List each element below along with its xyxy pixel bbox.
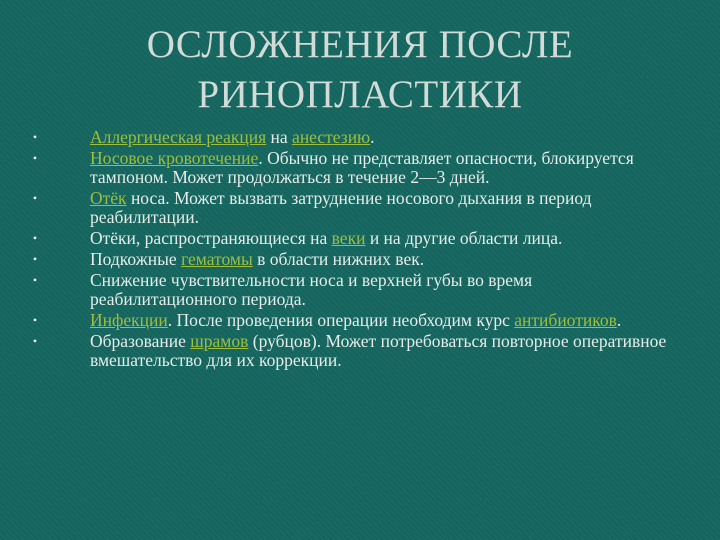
item-text: . <box>370 127 375 147</box>
hyperlink[interactable]: Аллергическая реакция <box>90 127 267 147</box>
list-item <box>30 128 680 147</box>
bullet-icon: • <box>32 231 38 245</box>
hyperlink[interactable]: антибиотиков <box>514 310 617 330</box>
item-text: . После проведения операции необходим курс <box>167 310 515 330</box>
list-item <box>30 250 680 269</box>
item-text: Подкожные <box>90 249 182 269</box>
hyperlink[interactable]: веки <box>331 228 366 248</box>
list-item <box>30 271 680 309</box>
bullet-icon: • <box>32 252 38 266</box>
item-text: носа. Может вызвать затруднение носового дыхания в период реабилитации. <box>90 188 592 227</box>
item-text: . <box>616 310 622 330</box>
bullet-icon: • <box>32 151 38 165</box>
item-text: . Обычно не представляет опасности, блокируется тампоном. Может продолжаться в течение 2—3 дней. <box>90 148 634 187</box>
slide-title <box>0 20 720 120</box>
bullet-icon: • <box>32 130 38 144</box>
slide-title-line-2: РИНОПЛАСТИКИ <box>197 73 523 116</box>
item-text: Снижение чувствительности носа и верхней губы во время реабилитационного периода. <box>90 270 533 309</box>
hyperlink[interactable]: шрамов <box>190 331 249 351</box>
hyperlink[interactable]: Отёк <box>90 188 127 208</box>
hyperlink[interactable]: Инфекции <box>90 310 168 330</box>
complications-list <box>30 128 680 372</box>
bullet-icon: • <box>32 334 38 348</box>
hyperlink[interactable]: Носовое кровотечение <box>90 148 259 168</box>
item-text: Образование <box>90 331 191 351</box>
item-text: Отёки, распространяющиеся на <box>90 228 332 248</box>
slide-title-line-1: ОСЛОЖНЕНИЯ ПОСЛЕ <box>146 23 574 66</box>
list-item <box>30 332 680 370</box>
bullet-icon: • <box>32 191 38 205</box>
bullet-icon: • <box>32 273 38 287</box>
item-text: в области нижних век. <box>252 249 425 269</box>
item-text: на <box>266 127 293 147</box>
list-item <box>30 189 680 227</box>
list-item <box>30 229 680 248</box>
hyperlink[interactable]: гематомы <box>181 249 253 269</box>
bullet-icon: • <box>32 313 38 327</box>
list-item <box>30 149 680 187</box>
hyperlink[interactable]: анестезию <box>292 127 371 147</box>
list-item <box>30 311 680 330</box>
item-text: (рубцов). Может потребоваться повторное оперативное вмешательство для их коррекции. <box>90 331 667 370</box>
item-text: и на другие области лица. <box>365 228 563 248</box>
